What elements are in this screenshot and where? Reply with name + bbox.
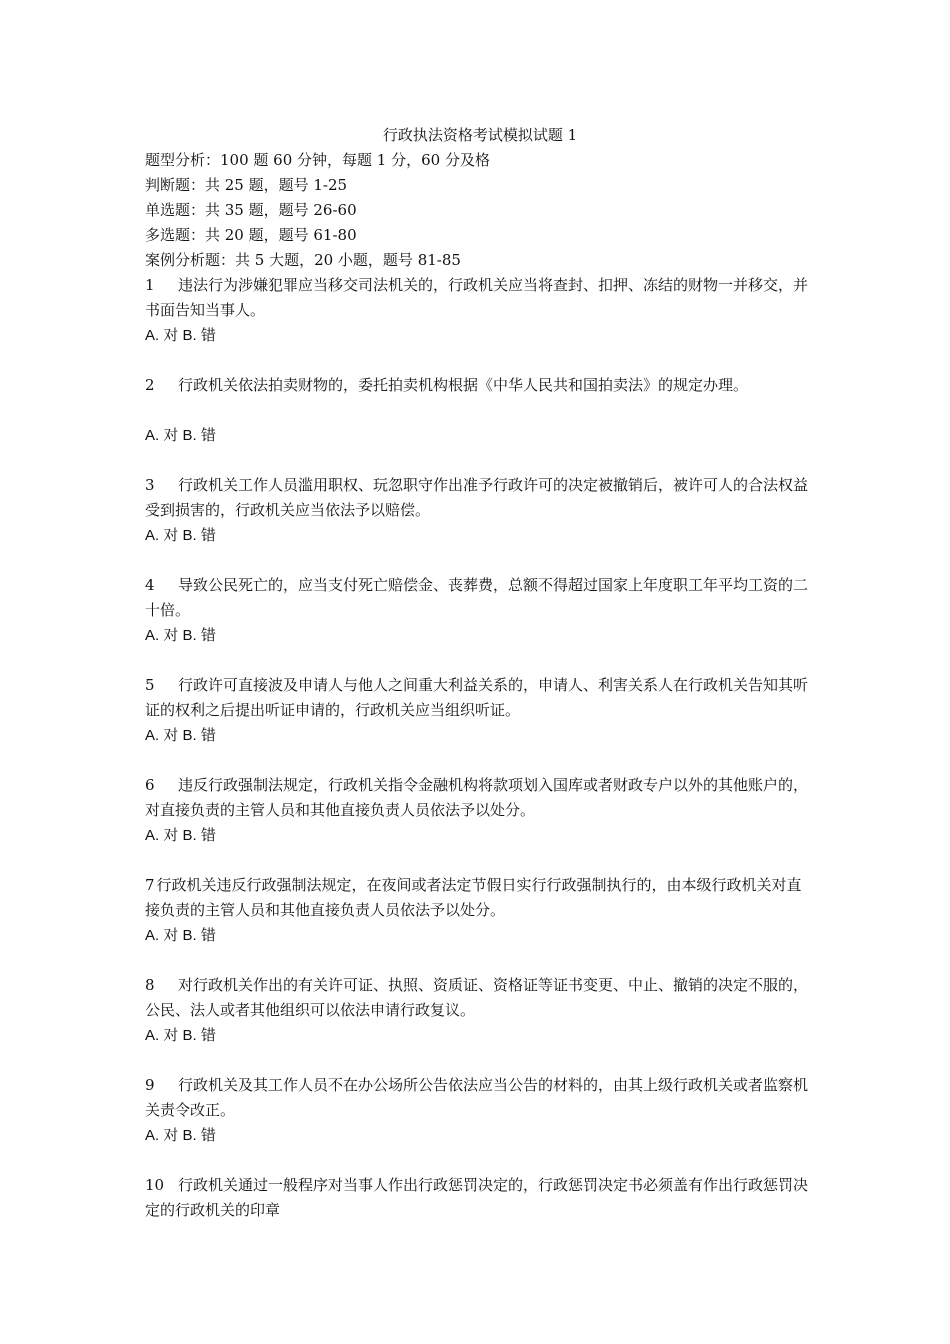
- document-title: 行政执法资格考试模拟试题 1: [382, 126, 578, 144]
- question-number: 5: [145, 676, 155, 694]
- question-text: 对行政机关作出的有关许可证、执照、资质证、资格证等证书变更、中止、撤销的决定不服的，公民、法人或者其他组织可以依法申请行政复议。: [145, 976, 809, 1019]
- question-item: [145, 573, 815, 648]
- intro-line: 多选题：共 20 题，题号 61-80: [145, 226, 357, 244]
- question-text: 行政机关依法拍卖财物的，委托拍卖机构根据《中华人民共和国拍卖法》的规定办理。: [178, 376, 749, 394]
- question-text: 行政许可直接波及申请人与他人之间重大利益关系的，申请人、利害关系人在行政机关告知其听证的权利之后提出听证申请的，行政机关应当组织听证。: [145, 676, 809, 719]
- question-item: [145, 473, 815, 548]
- intro-line: 题型分析：100 题 60 分钟，每题 1 分，60 分及格: [145, 151, 490, 169]
- question-options: A. 对 B. 错: [145, 527, 216, 544]
- question-options: A. 对 B. 错: [145, 1127, 216, 1144]
- intro-line: 判断题：共 25 题，题号 1-25: [145, 176, 348, 194]
- question-options: A. 对 B. 错: [145, 627, 216, 644]
- question-number: 2: [145, 376, 155, 394]
- question-item: [145, 273, 815, 348]
- question-item: [145, 973, 815, 1048]
- question-text: 违法行为涉嫌犯罪应当移交司法机关的，行政机关应当将查封、扣押、冻结的财物一并移交，并书面告知当事人。: [145, 276, 809, 319]
- question-number: 8: [145, 976, 155, 994]
- intro-line: 案例分析题：共 5 大题，20 小题，题号 81-85: [145, 251, 461, 269]
- question-text: 导致公民死亡的，应当支付死亡赔偿金、丧葬费，总额不得超过国家上年度职工年平均工资的二十倍。: [145, 576, 809, 619]
- question-options: A. 对 B. 错: [145, 327, 216, 344]
- question-options: A. 对 B. 错: [145, 427, 216, 444]
- question-item: [145, 1173, 815, 1223]
- question-item: [145, 673, 815, 748]
- question-number: 4: [145, 576, 155, 594]
- question-text: 违反行政强制法规定，行政机关指令金融机构将款项划入国库或者财政专户以外的其他账户的，对直接负责的主管人员和其他直接负责人员依法予以处分。: [145, 776, 809, 819]
- question-options: A. 对 B. 错: [145, 827, 216, 844]
- document-page: [145, 123, 815, 1248]
- question-options: A. 对 B. 错: [145, 1027, 216, 1044]
- question-item: [145, 373, 815, 448]
- question-options: A. 对 B. 错: [145, 927, 216, 944]
- question-item: [145, 773, 815, 848]
- question-text: 行政机关工作人员滥用职权、玩忽职守作出准予行政许可的决定被撤销后，被许可人的合法权益受到损害的，行政机关应当依法予以赔偿。: [145, 476, 809, 519]
- question-text: 行政机关违反行政强制法规定，在夜间或者法定节假日实行行政强制执行的，由本级行政机关对直接负责的主管人员和其他直接负责人员依法予以处分。: [145, 876, 802, 919]
- question-number: 9: [145, 1076, 155, 1094]
- question-number: 10: [145, 1176, 165, 1194]
- question-item: [145, 1073, 815, 1148]
- intro-line: 单选题：共 35 题，题号 26-60: [145, 201, 357, 219]
- question-text: 行政机关通过一般程序对当事人作出行政惩罚决定的，行政惩罚决定书必须盖有作出行政惩罚决定的行政机关的印章: [145, 1176, 809, 1219]
- question-text: 行政机关及其工作人员不在办公场所公告依法应当公告的材料的，由其上级行政机关或者监察机关责令改正。: [145, 1076, 809, 1119]
- question-options: A. 对 B. 错: [145, 727, 216, 744]
- question-number: 1: [145, 276, 155, 294]
- question-number: 6: [145, 776, 155, 794]
- question-number: 7: [145, 876, 155, 894]
- question-number: 3: [145, 476, 155, 494]
- exam-intro: [145, 148, 815, 273]
- question-item: [145, 873, 815, 948]
